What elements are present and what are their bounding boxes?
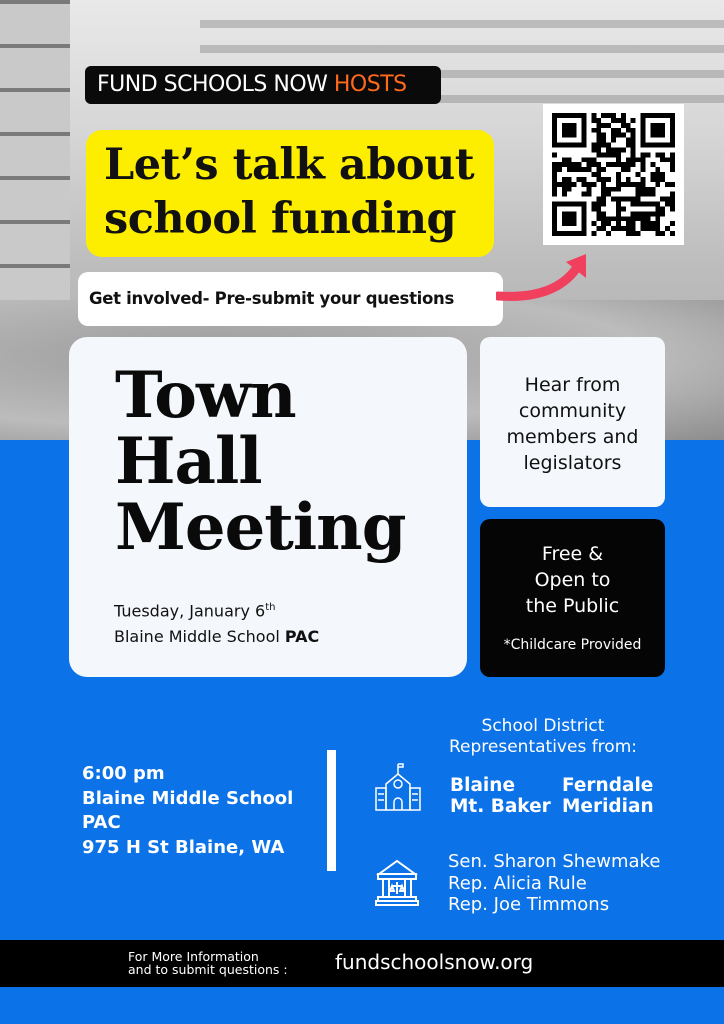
representatives-heading (448, 716, 638, 758)
divider (327, 750, 336, 871)
free-card (480, 519, 665, 677)
org-name: FUND SCHOOLS NOW (97, 72, 328, 97)
date-suffix: th (265, 602, 276, 613)
event-venue: Blaine Middle School (82, 787, 294, 809)
hear-card: Hear from community members and legislators (480, 337, 665, 507)
heading-line: Representatives from: (448, 737, 637, 757)
district-item: Mt. Baker (450, 796, 551, 817)
legislator-item: Rep. Joe Timmons (448, 894, 610, 915)
district-item: Ferndale (562, 775, 654, 796)
event-details (82, 762, 293, 860)
venue: Blaine Middle School (114, 627, 280, 647)
hosts-banner (85, 66, 441, 104)
childcare-note: *Childcare Provided (503, 637, 642, 653)
legislator-list (448, 851, 660, 916)
footer (0, 940, 724, 987)
courthouse-icon (375, 858, 419, 906)
headline-line: Let’s talk about (104, 140, 475, 190)
info-line: For More Information (128, 949, 259, 964)
district-item: Meridian (562, 796, 654, 817)
district-list (450, 775, 672, 817)
footer-info (128, 950, 288, 976)
headline (86, 130, 494, 257)
title-line: Meeting (115, 490, 406, 565)
headline-line: school funding (104, 194, 457, 244)
involved-banner: Get involved- Pre-submit your questions (78, 272, 503, 326)
qr-code-icon (552, 113, 675, 236)
event-card (69, 337, 467, 677)
heading-line: School District (481, 716, 605, 736)
title-line: Town (115, 358, 296, 433)
info-line: and to submit questions : (128, 962, 288, 977)
event-address: 975 H St Blaine, WA (82, 836, 285, 858)
website-link[interactable]: fundschoolsnow.org (335, 950, 534, 974)
hosts-label: HOSTS (333, 72, 407, 97)
qr-code[interactable] (543, 104, 684, 245)
event-title (115, 358, 406, 565)
curved-arrow-icon (496, 250, 596, 310)
event-time: 6:00 pm (82, 763, 165, 784)
venue-room: PAC (284, 627, 320, 647)
district-item: Blaine (450, 775, 515, 796)
school-building-icon (374, 762, 422, 812)
event-room: PAC (82, 812, 121, 833)
event-date-venue (114, 595, 319, 650)
free-text: Free & Open to the Public (525, 543, 620, 617)
event-date: Tuesday, January 6 (114, 601, 266, 621)
legislator-item: Rep. Alicia Rule (448, 872, 587, 894)
title-line: Hall (115, 424, 262, 499)
legislator-item: Sen. Sharon Shewmake (448, 851, 661, 872)
